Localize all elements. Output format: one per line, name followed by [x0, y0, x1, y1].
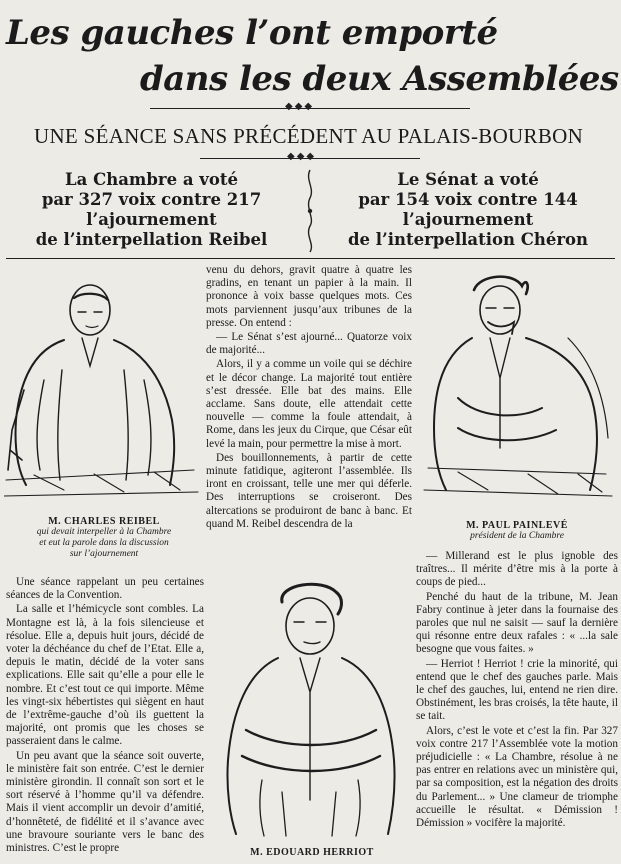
sub-ornament: ◆◆◆ [287, 151, 317, 162]
right-paragraph-1: — Millerand est le plus ignoble des traîtres... Il mérite d’être mis à la porte à coups de pied... [416, 550, 618, 589]
deck-senat [320, 170, 616, 250]
middle-column-text [206, 264, 412, 568]
reibel-portrait-sketch [4, 270, 200, 508]
subheadline: UNE SÉANCE SANS PRÉCÉDENT AU PALAIS-BOURBON [34, 124, 584, 148]
left-paragraph-1: Une séance rappelant un peu certaines séances de la Convention. [6, 576, 204, 602]
right-paragraph-4: Alors, c’est le vote et c’est la fin. Par 327 voix contre 217 l’Assemblée vote la motion préjudicielle : « La Chambre, résolue à ne pas entrer en relations avec un ministère qui, par sa composition, est la négation des droits du Parlement... » Une clameur de triomphe accueille le résultat. « Démission ! Démission » vocifère la majorité. [416, 724, 618, 830]
herriot-portrait-sketch [212, 580, 412, 842]
painleve-portrait-sketch [418, 268, 616, 512]
left-paragraph-3: Un peu avant que la séance soit ouverte, le ministère fait son entrée. C’est le dernier ministère girondin. Il connaît son sort et le sort réservé à l’homme qu’il va défendre. Mais il vient accomplir un devoir d’amitié, d’honnêteté, de fidélité et il s’avance avec une bravoure souriante vers le banc des ministres. C’est le propre [6, 749, 204, 855]
middle-paragraph-3: Alors, il y a comme un voile qui se déchire et le décor change. La majorité tout entière s’est dressée. Elle bat des mains. Elle acclame. Sans doute, elle attendait cette nouvelle — comme la foule attendait, à Rome, dans les jeux du Cirque, que César eût levé la main, pour permettre la mise à mort. [206, 358, 412, 450]
top-ornament: ◆◆◆ [285, 101, 315, 112]
deck-chambre [4, 170, 299, 250]
deck-divider-ornament [303, 168, 317, 254]
reibel-sub-1: qui devait interpeller à la Chambre [36, 527, 172, 537]
right-paragraph-2: Penché du haut de la tribune, M. Jean Fabry continue à jeter dans la fournaise des paroles que nul ne saisit — sauf la dernière qui résonne entre deux rafales : « ...la sale besogne que vous faites. » [416, 590, 618, 656]
right-column-text [416, 550, 618, 864]
deck-right-line-1: Le Sénat a voté [397, 170, 539, 189]
deck-right-line-2: par 154 voix contre 144 [358, 190, 578, 209]
reibel-sub-2: et eut la parole dans la discussion [39, 538, 169, 548]
deck-right-line-3: l’ajournement [402, 210, 534, 229]
herriot-name: M. EDOUARD HERRIOT [250, 847, 374, 858]
middle-paragraph-1: venu du dehors, gravit quatre à quatre les gradins, en tenant un papier à la main. Il prononce à voix basse quelques mots. Ces mots parviennent jusqu’aux tribunes de la presse. On entend : [206, 264, 412, 329]
herriot-caption [212, 847, 412, 858]
reibel-sub-3: sur l’ajournement [69, 549, 139, 559]
headline-line-1: Les gauches l’ont emporté [6, 13, 498, 53]
left-column-text [6, 576, 204, 864]
middle-paragraph-4: Des bouillonnements, à partir de cette minute fatidique, agiteront l’assemblée. Ils iront en croissant, telle une mer qui déferle. Des interruptions se croiseront. Des altercations se produiront de banc à banc. Et quand M. Reibel descendra de la [206, 451, 412, 530]
right-paragraph-3: — Herriot ! Herriot ! crie la minorité, qui entend que le chef des gauches parle. Mais le chef des gauches, lui, entend ne rien dire. Obstinément, les bras croisés, la tête haute, il se tait. [416, 657, 618, 723]
reibel-name: M. CHARLES REIBEL [48, 516, 160, 527]
deck-left-line-4: de l’interpellation Reibel [35, 230, 268, 249]
deck-left-line-3: l’ajournement [86, 210, 217, 229]
left-paragraph-2: La salle et l’hémicycle sont combles. La Montagne est là, à la fois silencieuse et résolue. Elle a, depuis huit jours, décidé de voter la déchéance du chef de l’Etat. Elle a, depuis le matin, décidé de la voter sans explications. Elle sait qu’elle a pour elle le nombre. Et c’est tout ce qui importe. Même les vingt-six hébertistes qui siègent en haut de l’extrême-gauche d’où ils guettent la majorité, ont promis que les choses se passeraient dans le calme. [6, 603, 204, 748]
columns-top-rule [6, 258, 615, 259]
painleve-caption [418, 520, 616, 542]
deck-left-line-1: La Chambre a voté [65, 170, 238, 189]
middle-paragraph-2: — Le Sénat s’est ajourné... Quatorze voix de majorité... [206, 331, 412, 357]
painleve-name: M. PAUL PAINLEVÉ [466, 520, 568, 531]
headline-line-2: dans les deux Assemblées [140, 59, 619, 99]
deck-left-line-2: par 327 voix contre 217 [41, 190, 262, 209]
painleve-sub-1: président de la Chambre [470, 531, 564, 541]
deck-right-line-4: de l’interpellation Chéron [347, 230, 589, 249]
reibel-caption [4, 516, 204, 560]
